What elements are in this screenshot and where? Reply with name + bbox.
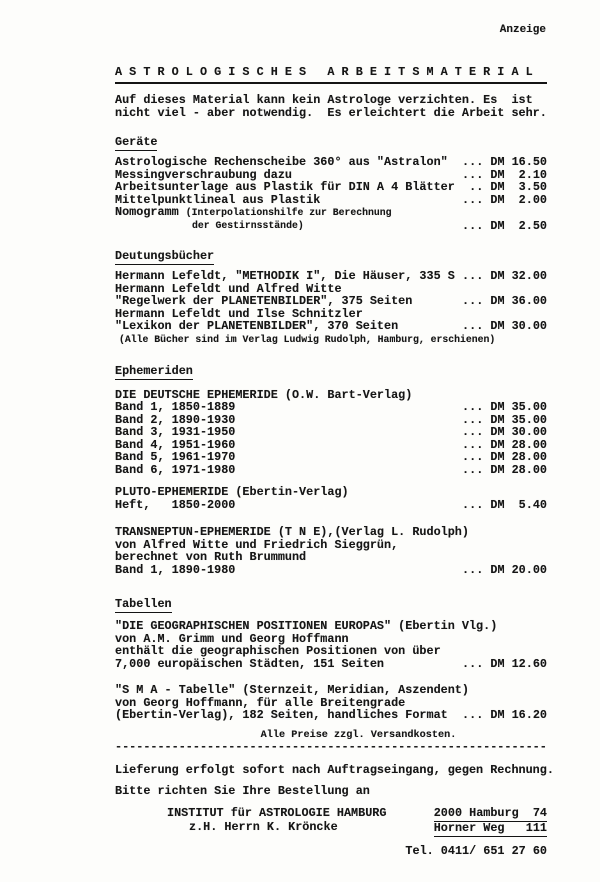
institute-block (167, 807, 386, 834)
item-label: Band 5, 1961-1970 (115, 450, 236, 464)
item-price: ... DM 35.00 (462, 400, 547, 414)
address-block (434, 807, 547, 837)
item-label: Band 6, 1971-1980 (115, 462, 236, 477)
table-title: "S M A - Tabelle" (Sternzeit, Meridian, Aszendent) (115, 683, 469, 697)
section-heading-tabellen (115, 598, 547, 613)
item-label: Messingverschraubung dazu (115, 167, 292, 182)
item-label: Band 1, 1890-1980 (115, 562, 236, 577)
item-price: ... DM 2.00 (462, 192, 547, 207)
item-price: ... DM 28.00 (462, 450, 547, 464)
item-label: Astrologische Rechenscheibe 360° aus "Astralon" (115, 155, 448, 169)
item-label (115, 206, 392, 220)
item-label: Band 4, 1951-1960 (115, 437, 236, 452)
deutungsbuecher-rows (115, 270, 547, 333)
item-price: ... DM 16.50 (462, 155, 547, 169)
item-price: ... DM 20.00 (462, 562, 547, 577)
item-label: Band 3, 1931-1950 (115, 425, 236, 439)
item-price: ... DM 28.00 (462, 462, 547, 477)
phone-number: Tel. 0411/ 651 27 60 (405, 844, 547, 858)
item-row (115, 499, 547, 512)
intro-line: nicht viel - aber notwendig. Es erleichtert die Arbeit sehr. (115, 105, 547, 120)
page-content (115, 0, 554, 858)
item-row (115, 401, 547, 414)
ephemeride-band-rows (115, 401, 547, 476)
item-row (115, 658, 547, 671)
item-row (115, 564, 547, 577)
item-row-nomogramm (115, 206, 547, 220)
address-city: 2000 Hamburg 74 (433, 806, 547, 820)
page-tag: Anzeige (499, 24, 546, 36)
item-price: ... DM 2.50 (462, 218, 547, 233)
nomogramm-name: Nomogramm (115, 205, 186, 219)
item-price: .. DM 3.50 (469, 180, 547, 194)
item-row (115, 295, 547, 308)
item-price: ... DM 30.00 (462, 425, 547, 439)
item-row (115, 181, 547, 194)
item-label: Band 1, 1850-1889 (115, 400, 236, 414)
item-row (115, 270, 547, 283)
heading-text: Tabellen (115, 597, 172, 611)
title-underline (115, 82, 547, 84)
item-label: Heft, 1850-2000 (115, 497, 236, 512)
nomogramm-note: (Interpolationshilfe zur Berechnung (185, 207, 392, 218)
dashed-separator: ------------------------------------------------------------- (115, 740, 547, 753)
item-label: "Regelwerk der PLANETENBILDER", 375 Seiten (115, 294, 413, 308)
item-label: "Lexikon der PLANETENBILDER", 370 Seiten (115, 319, 399, 333)
item-row (115, 156, 547, 169)
heading-text: Deutungsbücher (115, 249, 215, 263)
nomogramm-note: der Gestirnsstände) (192, 219, 304, 231)
geraete-rows (115, 156, 547, 232)
page-title: A S T R O L O G I S C H E S A R B E I T S M A T E R I A L (115, 65, 533, 79)
item-row (115, 426, 547, 439)
section-heading-geraete (115, 136, 547, 151)
intro-line: Auf dieses Material kann kein Astrologe verzichten. Es ist (115, 93, 533, 107)
shipping-note: Alle Preise zzgl. Versandkosten. (260, 729, 457, 741)
item-label: Hermann Lefeldt, "METHODIK I", Die Häuser, 335 S (115, 269, 455, 283)
item-label: 7,000 europäischen Städten, 151 Seiten (115, 656, 385, 671)
item-price: ... DM 2.10 (462, 167, 547, 182)
item-label: Mittelpunktlineal aus Plastik (115, 192, 321, 207)
item-price: ... DM 30.00 (462, 319, 547, 333)
item-row (115, 709, 547, 722)
heading-text: Geräte (115, 135, 158, 149)
item-label: Hermann Lefeldt und Alfred Witte (115, 281, 342, 296)
series-title: DIE DEUTSCHE EPHEMERIDE (O.W. Bart-Verlag) (115, 387, 413, 402)
section-heading-ephemeriden (115, 365, 547, 380)
item-price: ... DM 12.60 (462, 656, 547, 671)
delivery-note: Lieferung erfolgt sofort nach Auftragseingang, gegen Rechnung. (115, 763, 554, 777)
item-price: ... DM 36.00 (462, 294, 547, 308)
item-row-nomogramm-2 (115, 220, 547, 233)
series-calculated-by: berechnet von Ruth Brummund (115, 550, 307, 564)
item-label: (Ebertin-Verlag), 182 Seiten, handliches Format (115, 708, 448, 722)
address-street: Horner Weg 111 (433, 821, 547, 835)
series-authors: von Alfred Witte und Friedrich Sieggrün, (115, 537, 399, 552)
heading-text: Ephemeriden (115, 363, 193, 378)
item-price: ... DM 5.40 (462, 497, 547, 512)
item-label: Arbeitsunterlage aus Plastik für DIN A 4 Blätter (115, 180, 455, 194)
table-title: "DIE GEOGRAPHISCHEN POSITIONEN EUROPAS" (Ebertin Vlg.) (115, 619, 498, 633)
books-publisher-note: (Alle Bücher sind im Verlag Ludwig Rudolph, Hamburg, erschienen) (119, 333, 496, 345)
order-note: Bitte richten Sie Ihre Bestellung an (115, 783, 370, 798)
table-description: enthält die geographischen Positionen von über (115, 644, 441, 658)
section-heading-deutungsbuecher (115, 250, 547, 265)
institute-contact: z.H. Herrn K. Kröncke (189, 819, 338, 834)
item-row (115, 320, 547, 333)
item-price: ... DM 35.00 (462, 412, 547, 427)
series-title: PLUTO-EPHEMERIDE (Ebertin-Verlag) (115, 485, 349, 499)
item-row (115, 464, 547, 477)
item-label: Band 2, 1890-1930 (115, 412, 236, 427)
series-title: TRANSNEPTUN-EPHEMERIDE (T N E),(Verlag L. Rudolph) (115, 525, 469, 539)
table-authors: von A.M. Grimm und Georg Hoffmann (115, 631, 349, 646)
institute-name: INSTITUT für ASTROLOGIE HAMBURG (167, 806, 387, 820)
item-price: ... DM 28.00 (462, 437, 547, 452)
item-price: ... DM 16.20 (462, 708, 547, 722)
item-price: ... DM 32.00 (462, 269, 547, 283)
item-row (115, 451, 547, 464)
item-label: Hermann Lefeldt und Ilse Schnitzler (115, 306, 363, 321)
table-authors: von Georg Hoffmann, für alle Breitengrade (115, 695, 406, 710)
order-address-block (115, 807, 547, 837)
